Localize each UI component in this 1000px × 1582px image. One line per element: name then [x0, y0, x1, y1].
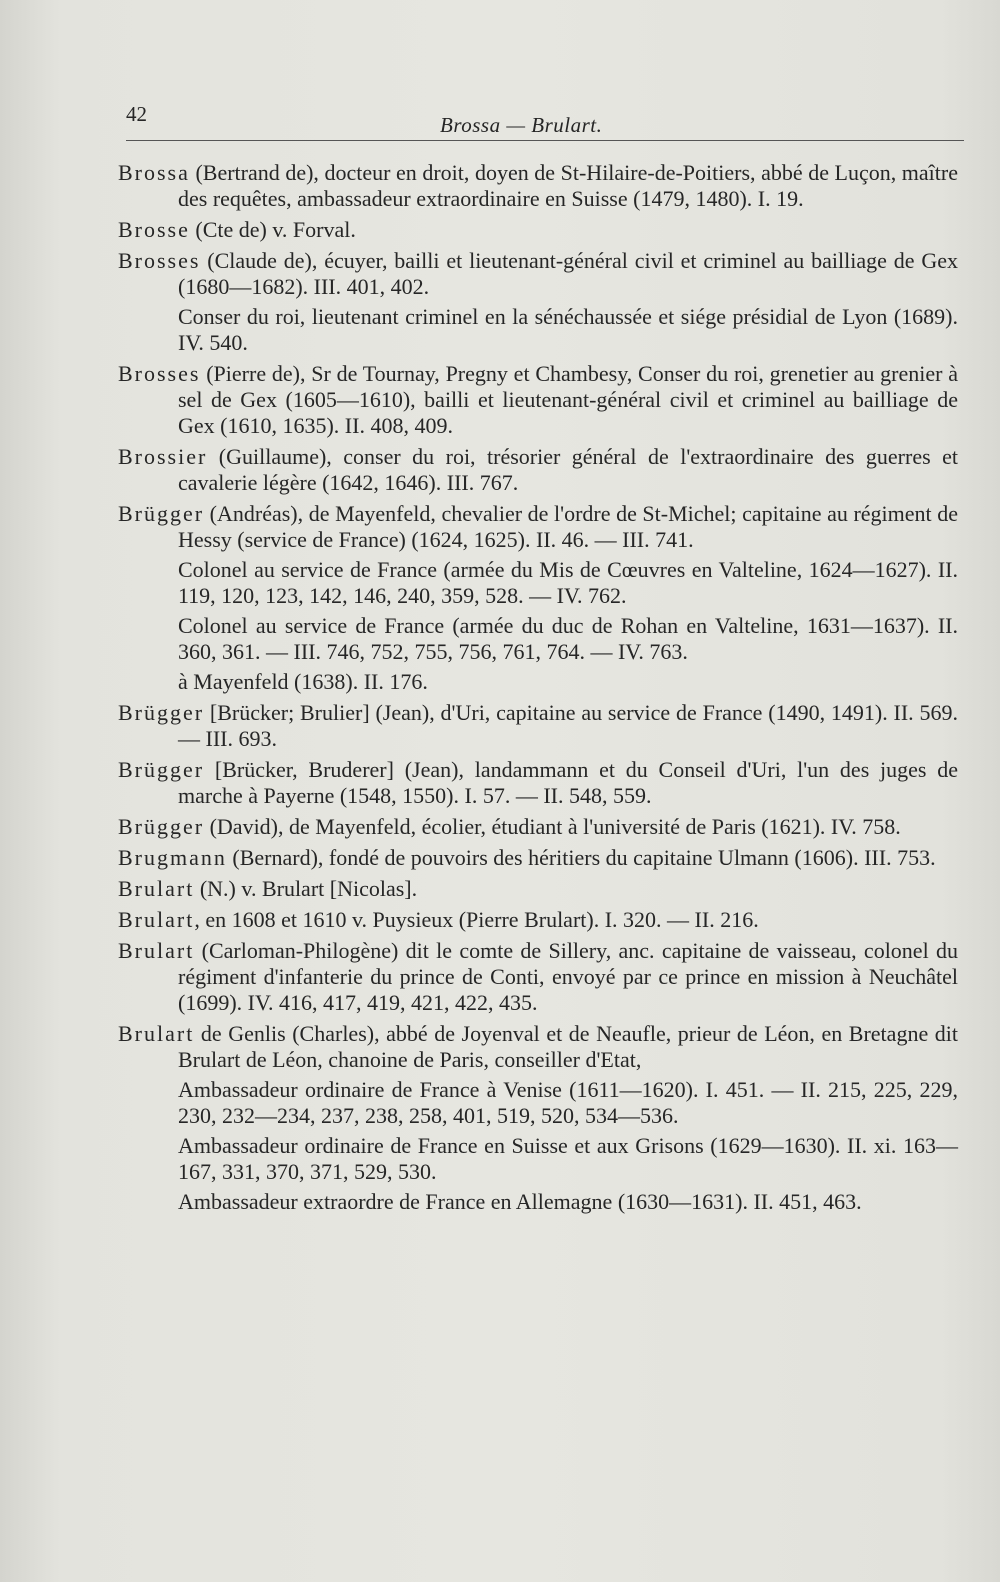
index-entry	[118, 700, 958, 752]
entry-text: (Bernard), fondé de pouvoirs des héritiers du capitaine Ulmann (1606). III. 753.	[226, 845, 936, 870]
index-entry	[118, 938, 958, 1016]
entry-name: Brossier	[118, 444, 208, 469]
entry-text: , en 1608 et 1610 v. Puysieux (Pierre Brulart). I. 320. — II. 216.	[194, 907, 759, 932]
entry-detail: Ambassadeur ordinaire de France à Venise (1611—1620). I. 451. — II. 215, 225, 229, 230, 232—234, 237, 238, 258, 401, 519, 520, 534—536.	[178, 1077, 958, 1128]
entry-name: Brügger	[118, 700, 205, 725]
entry-detail: à Mayenfeld (1638). II. 176.	[178, 669, 428, 694]
index-entry	[118, 757, 958, 809]
entry-text: (Pierre de), Sr de Tournay, Pregny et Chambesy, Conser du roi, grenetier au grenier à sel de Gex (1605—1610), bailli et lieutenant-général civil et criminel au bailliage de Gex (1610, 1635). II. 408, 409.	[178, 361, 958, 438]
index-entry	[118, 876, 958, 902]
entry-text: [Brücker, Bruderer] (Jean), landammann et du Conseil d'Uri, l'un des juges de marche à Payerne (1548, 1550). I. 57. — II. 548, 559.	[178, 757, 958, 808]
index-entry	[118, 907, 958, 933]
entry-text: (N.) v. Brulart [Nicolas].	[194, 876, 418, 901]
entry-name: Brosses	[118, 248, 201, 273]
index-entries	[118, 160, 958, 1220]
entry-name: Brulart	[118, 1021, 195, 1046]
entry-name: Brulart	[118, 938, 195, 963]
index-entry	[118, 814, 958, 840]
page-number: 42	[126, 102, 147, 126]
entry-detail: Ambassadeur extraordre de France en Allemagne (1630—1631). II. 451, 463.	[178, 1189, 862, 1214]
index-entry	[118, 501, 958, 695]
entry-text: de Genlis (Charles), abbé de Joyenval et de Neaufle, prieur de Léon, en Bretagne dit Brulart de Léon, chanoine de Paris, conseiller d'Etat,	[178, 1021, 958, 1072]
index-entry	[118, 248, 958, 356]
entry-detail: Ambassadeur ordinaire de France en Suisse et aux Grisons (1629—1630). II. xi. 163—167, 331, 370, 371, 529, 530.	[178, 1133, 958, 1184]
index-entry	[118, 217, 958, 243]
entry-text: (Bertrand de), docteur en droit, doyen de St-Hilaire-de-Poitiers, abbé de Luçon, maître des requêtes, ambassadeur extraordinaire en Suisse (1479, 1480). I. 19.	[178, 160, 958, 211]
entry-name: Brulart	[118, 876, 195, 901]
entry-detail: Colonel au service de France (armée du duc de Rohan en Valteline, 1631—1637). II. 360, 361. — III. 746, 752, 755, 756, 761, 764. — IV. 763.	[178, 613, 958, 664]
entry-name: Brossa	[118, 160, 190, 185]
index-entry	[118, 845, 958, 871]
entry-name: Brugmann	[118, 845, 227, 870]
entry-name: Brügger	[118, 501, 205, 526]
entry-text: [Brücker; Brulier] (Jean), d'Uri, capitaine au service de France (1490, 1491). II. 569. — III. 693.	[178, 700, 958, 751]
entry-text: (Cte de) v. Forval.	[189, 217, 356, 242]
running-head: Brossa — Brulart.	[440, 113, 603, 137]
entry-text: (Guillaume), conser du roi, trésorier général de l'extraordinaire des guerres et cavalerie légère (1642, 1646). III. 767.	[178, 444, 958, 495]
entry-name: Brosse	[118, 217, 190, 242]
entry-name: Brosses	[118, 361, 201, 386]
entry-name: Brügger	[118, 814, 205, 839]
index-entry	[118, 160, 958, 212]
entry-name: Brulart	[118, 907, 195, 932]
entry-text: (Claude de), écuyer, bailli et lieutenant-général civil et criminel au bailliage de Gex (1680—1682). III. 401, 402.	[178, 248, 958, 299]
entry-text: (Carloman-Philogène) dit le comte de Sillery, anc. capitaine de vaisseau, colonel du régiment d'infanterie du prince de Conti, envoyé par ce prince en mission à Neuchâtel (1699). IV. 416, 417, 419, 421, 422, 435.	[178, 938, 958, 1015]
entry-text: (Andréas), de Mayenfeld, chevalier de l'ordre de St-Michel; capitaine au régiment de Hessy (service de France) (1624, 1625). II. 46. — III. 741.	[178, 501, 958, 552]
entry-name: Brügger	[118, 757, 205, 782]
index-entry	[118, 1021, 958, 1215]
index-entry	[118, 444, 958, 496]
index-entry	[118, 361, 958, 439]
entry-text: (David), de Mayenfeld, écolier, étudiant à l'université de Paris (1621). IV. 758.	[204, 814, 901, 839]
header-rule	[126, 140, 964, 141]
entry-detail: Conser du roi, lieutenant criminel en la sénéchaussée et siége présidial de Lyon (1689). IV. 540.	[178, 304, 958, 355]
entry-detail: Colonel au service de France (armée du Mis de Cœuvres en Valteline, 1624—1627). II. 119, 120, 123, 142, 146, 240, 359, 528. — IV. 762.	[178, 557, 958, 608]
